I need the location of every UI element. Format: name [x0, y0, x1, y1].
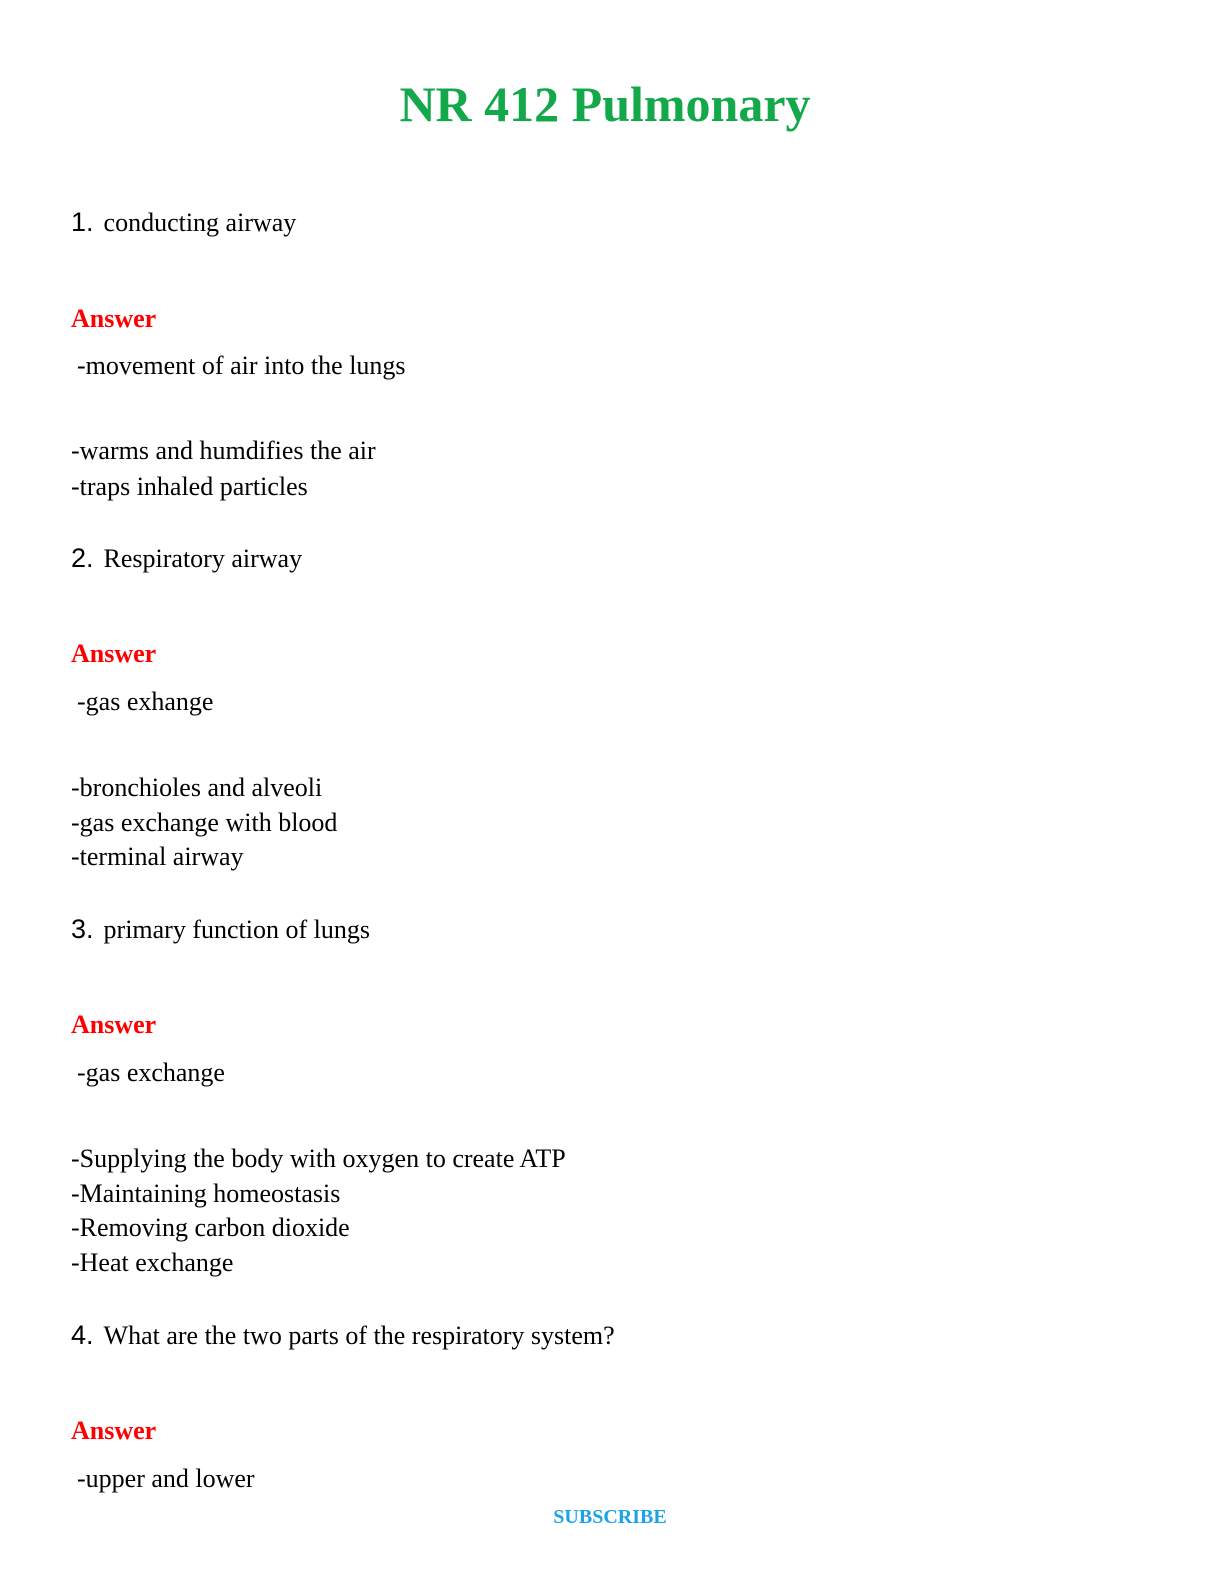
answer-line: -gas exhange [77, 687, 214, 716]
question-number: 1. [71, 207, 94, 237]
question-1 [71, 207, 296, 238]
question-text: Respiratory airway [103, 544, 303, 573]
answer-line: -movement of air into the lungs [77, 351, 406, 380]
answer-line: -Supplying the body with oxygen to create ATP [71, 1144, 566, 1173]
question-4 [71, 1320, 615, 1351]
answer-label: Answer [71, 1010, 157, 1039]
question-3 [71, 914, 370, 945]
answer-label: Answer [71, 1416, 157, 1445]
answer-line: -traps inhaled particles [71, 472, 308, 501]
question-number: 4. [71, 1320, 94, 1350]
question-text: primary function of lungs [103, 915, 370, 944]
answer-line: -terminal airway [71, 842, 244, 871]
question-number: 2. [71, 543, 94, 573]
answer-line: -warms and humdifies the air [71, 436, 376, 465]
answer-line: -Removing carbon dioxide [71, 1213, 350, 1242]
answer-label: Answer [71, 304, 157, 333]
answer-label: Answer [71, 639, 157, 668]
answer-line: -gas exchange with blood [71, 808, 338, 837]
question-text: conducting airway [103, 208, 297, 237]
answer-line: -gas exchange [77, 1058, 225, 1087]
answer-line: -Heat exchange [71, 1248, 234, 1277]
answer-line: -bronchioles and alveoli [71, 773, 323, 802]
question-2 [71, 543, 302, 574]
document-title: NR 412 Pulmonary [399, 76, 811, 132]
question-number: 3. [71, 914, 94, 944]
subscribe-link[interactable]: SUBSCRIBE [553, 1506, 667, 1528]
question-text: What are the two parts of the respiratory system? [103, 1321, 615, 1350]
answer-line: -Maintaining homeostasis [71, 1179, 341, 1208]
answer-line: -upper and lower [77, 1464, 255, 1493]
